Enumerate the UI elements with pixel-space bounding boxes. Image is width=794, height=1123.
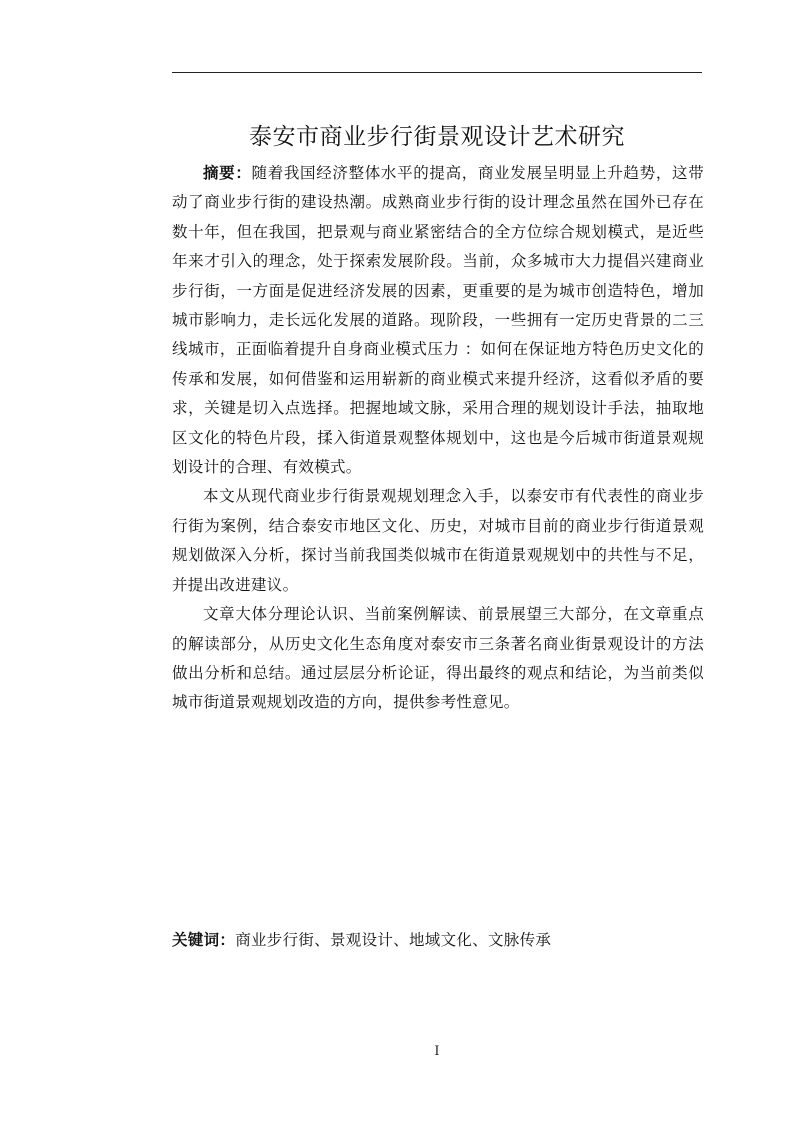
keywords-line bbox=[172, 928, 704, 952]
keywords-text: 商业步行街、景观设计、地域文化、文脉传承 bbox=[235, 931, 552, 949]
body-paragraph-2: 本文从现代商业步行街景观规划理念入手，以泰安市有代表性的商业步行街为案例，结合泰安市地区文化、历史，对城市目前的商业步行街道景观规划做深入分析，探讨当前我国类似城市在街道景观规划中的共性与不足，并提出改进建议。 bbox=[172, 487, 704, 594]
abstract-body bbox=[172, 159, 704, 718]
abstract-label: 摘要： bbox=[203, 164, 252, 182]
page-number: I bbox=[434, 1044, 440, 1059]
keywords-label: 关键词： bbox=[172, 931, 236, 949]
abstract-text: 随着我国经济整体水平的提高，商业发展呈明显上升趋势，这带动了商业步行街的建设热潮。成熟商业步行街的设计理念虽然在国外已存在数十年，但在我国，把景观与商业紧密结合的全方位综合规划模式，是近些年来才引入的理念，处于探索发展阶段。当前，众多城市大力提倡兴建商业步行街，一方面是促进经济发展的因素，更重要的是为城市创造特色，增加城市影响力，走长远化发展的道路。现阶段，一些拥有一定历史背景的二三线城市，正面临着提升自身商业模式压力 ：如何在保证地方特色历史文化的传承和发展，如何借鉴和运用崭新的商业模式来提升经济，这看似矛盾的要求，关键是切入点选择。把握地域文脉，采用合理的规划设计手法，抽取地区文化的特色片段，揉入街道景观整体规划中，这也是今后城市街道景观规划设计的合理、有效模式。 bbox=[172, 164, 705, 477]
body-paragraph-3: 文章大体分理论认识、当前案例解读、前景展望三大部分，在文章重点的解读部分，从历史文化生态角度对泰安市三条著名商业街景观设计的方法做出分析和总结。通过层层分析论证，得出最终的观点和结论，为当前类似城市街道景观规划改造的方向，提供参考性意见。 bbox=[172, 605, 704, 712]
header-rule bbox=[172, 72, 702, 73]
document-title: 泰安市商业步行街景观设计艺术研究 bbox=[249, 124, 625, 150]
abstract-paragraph bbox=[172, 159, 704, 482]
